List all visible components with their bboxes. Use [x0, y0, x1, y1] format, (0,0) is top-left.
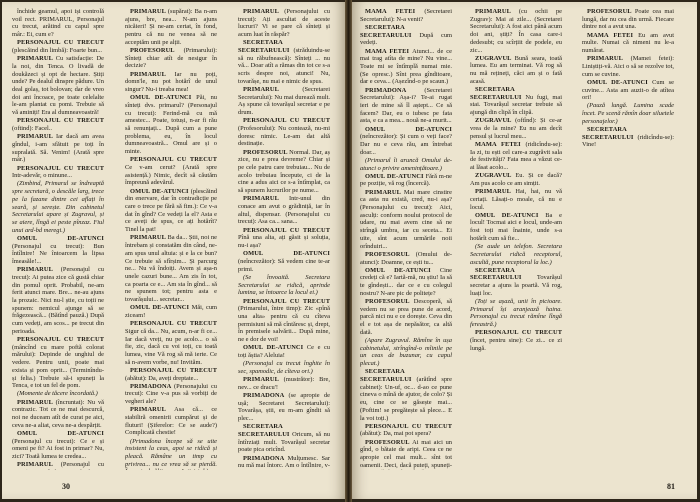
- left-column-1: [12, 8, 104, 470]
- dialogue-text: (oftînd): Și ce-ar vrea de la mine? Eu nu am decît pensul și lucrul meu...: [470, 117, 562, 140]
- dialogue-text: Atunci... de ce mai trag atîta de mine? Nu vine... Toate mi se întîmplă numai mie. (Se opresc.) Sînt prea gînditoare, dar e ceva... (Așezînd-o pe scaun.): [360, 47, 452, 86]
- dialogue-line: [238, 149, 330, 195]
- right-column-3: [582, 8, 674, 470]
- dialogue-line: [238, 195, 330, 226]
- dialogue-text: Oricum, să nu întîrziați mult. Tovarășul secretar poate pica oricînd.: [238, 430, 330, 454]
- speaker-name: MAMA FETEI: [365, 47, 413, 55]
- speaker-name: PERSONAJUL CU TRECUT: [17, 39, 104, 47]
- dialogue-line: [125, 383, 217, 406]
- dialogue-line: [125, 156, 217, 187]
- dialogue-line: [470, 329, 562, 352]
- dialogue-text: Cu satisfacție: De la noi, din Tenca. O livadă de doukăzeci și opt de hectare. Știți unde? Pe dealul dinspre pădure. Un deal golaș, tot bolovan; dar de vreo doi ani încoace, pe toate celelalte le-am plantat cu pomi. Trebuie să vă aminiți! Era al dumneavoastră!: [12, 55, 104, 117]
- stage-direction-text: (Zimbind, Primarul se îndreaptă spre secretară, o descăle larg, trece pe la fazane dintre cei aflați în seară, și serește. Din cabinetul Secretarului apare și Zugravul, și se aiere, lîngă ei peste pînzaz. Fiul unui ard-bd meregi.): [12, 180, 104, 234]
- speaker-name: PRIMADONA: [365, 86, 425, 94]
- speaker-name: PRIMARUL: [587, 55, 631, 63]
- dialogue-line: [238, 250, 330, 273]
- speaker-name: OMUL DE-ATUNCI: [587, 78, 653, 86]
- speaker-name: PERSONAJUL CU TRECUT: [17, 336, 104, 344]
- dialogue-text: După cum vedeți.: [360, 31, 452, 47]
- dialogue-text: (plescăind din enervare, dar în contradicție pe care o trece pe fără să fim.): Ce v-a dat în gînd? Ce vedeți la el? Asta e ce aveți de spus, ce ați hotărît? Tinel la pat!: [125, 187, 217, 234]
- stage-direction-text: (Pauză lungă. Lumina scade încet. Pe scenă rămîn doar siluetele personajelor.): [582, 102, 674, 125]
- speaker-name: PRIMARUL: [130, 234, 168, 242]
- dialogue-text: (Secretarei Secretarului): N-a venit?: [360, 8, 452, 23]
- stage-direction: [360, 157, 452, 172]
- speaker-name: PRIMARUL: [475, 188, 516, 196]
- speaker-name: PRIMARUL: [17, 55, 56, 63]
- dialogue-text: Tovarășul secretar a ajuns la poartă. Vă rog, luați loc.: [470, 274, 562, 297]
- speaker-name: OMUL DE-ATUNCI: [243, 344, 307, 352]
- book-gutter: [345, 0, 352, 502]
- dialogue-text: Pînă una alta, ați găsit și soluția, nu-i așa?: [238, 234, 330, 250]
- speaker-name: PRIMARUL: [130, 70, 175, 78]
- dialogue-line: [360, 267, 452, 298]
- dialogue-text: (ridicîndu-se): Ia zi, tu ești cel care-a zugrăvit sala de festivități? Fata mea a văzut ce-ai lăsat acolo...: [470, 140, 562, 172]
- stage-direction-text: (Primarul îi aruncă Omului de-atunci o privire amenințătoare.): [360, 156, 452, 172]
- dialogue-line: [125, 367, 217, 382]
- speaker-name: SECRETARA SECRETARULUI: [470, 86, 526, 101]
- dialogue-line: [582, 32, 674, 55]
- dialogue-line: [470, 141, 562, 172]
- speaker-name: OMUL DE-ATUNCI: [365, 266, 440, 274]
- dialogue-line: [238, 455, 330, 470]
- dialogue-line: [125, 47, 217, 70]
- dialogue-line: [470, 117, 562, 140]
- speaker-name: PRIMADONA: [243, 454, 288, 462]
- page-number-right: 81: [667, 482, 675, 491]
- dialogue-text: Cine credeți că e? Iartă-mă, nu știu! Ia să te gîndești... dar ce e cu colegul nostru? N-are pic de politețe?: [360, 266, 452, 297]
- dialogue-text: Ba da... Știi, noi ne întrebam și constatăm din când, ne-am spus unul altuia: și e la ce bun? Ce trebuie să sfîrșim... Și parcurg ne... Nu vă îndoiți. Avem și așa-n unele cazuri bune... Am zis în tot, ca poarta ce e... Am sta în gînd... să ne spunem tot; pentru asta e tovarășului... secretar...: [125, 234, 217, 304]
- dialogue-text: Eu. Și ce dacă? Am pus acolo ce am simțit.: [470, 172, 562, 187]
- dialogue-text: (Personajul cu: [60, 461, 104, 469]
- dialogue-text: (Mamei fetei): Liniștiți-vă. Aici o să se rezolve tot, cum se cuvine.: [582, 55, 674, 78]
- speaker-name: PRIMARUL: [130, 8, 168, 15]
- stage-direction-text: (Se învoaită. Secretara Secretarului se ridică, aprinde lumina, se întoarce la locul ei.): [238, 273, 330, 297]
- speaker-name: PRIMARUL: [17, 461, 61, 469]
- dialogue-text: Ba e locul! Tocmai aici e locul, unde-am fost toți mai înainte, unde s-a hotărît cum să fie...: [470, 211, 562, 242]
- speaker-name: PRIMARUL: [365, 188, 404, 196]
- speaker-name: OMUL DE-ATUNCI: [365, 172, 426, 180]
- dialogue-line: [125, 234, 217, 303]
- dialogue-line: [12, 8, 104, 39]
- dialogue-line: [238, 376, 330, 391]
- page-number-left: 30: [62, 482, 70, 491]
- left-page: [2, 2, 345, 499]
- dialogue-line: [12, 235, 104, 266]
- dialogue-text: Asa că... ce stabiliră omenirii cumpărut și de fluturi! (Șiferelor: Ce se aude?) Complicată chestie!: [125, 406, 217, 437]
- speaker-name: PRIMARUL: [243, 86, 303, 94]
- dialogue-text: (mustrător): Bre, nev... ce dracu'!: [238, 376, 330, 391]
- dialogue-text: (Primarului, între timp): Zic «pînă una alta» pentru că cu cîteva permisiuni să mă cîntăresc și, drept, în premisele salvării... După mine, ne e dor de voi!: [238, 305, 330, 344]
- dialogue-line: [12, 55, 104, 117]
- dialogue-text: (Secretarei Secretarului): Nu mai durează mult. Aș spune că tovarășul secretar e pe drum.: [238, 86, 330, 117]
- dialogue-text: Mai mare cinstire ca asta nu există, cred, nu-i așa? (Personajului cu trecut): Aici, asculți: conform noului protocol de udare, nu mai avem cine să ne strîngă umbra, iar cu seceta... Ei uite, sînt acum urmările noii orînduiri...: [360, 188, 452, 250]
- dialogue-text: Bună seara, toată lumea. Eu am terminat. Vă rog să nu mă rețineți, căci am și o fată acasă.: [470, 54, 562, 85]
- stage-direction-text: (Personajul cu trecut înghite în sec, spamodic, de cîteva ori.): [238, 360, 330, 375]
- right-page: [352, 2, 697, 499]
- dialogue-text: Intr-unul din conace am avut o grădiniță, iar în altul, dispensar. (Personajului cu trecut): Asa ca... sana...: [238, 195, 330, 226]
- left-column-3: [238, 8, 330, 470]
- dialogue-text: (plescăind din limbă): Foarte bun...: [12, 47, 102, 55]
- dialogue-text: (arătînd spre cabinet): Un-uf, oc... d-ao ce pune cineva o mînă de ajutor, de colo? Și eu, cine ce se găsește mai... (Poftim! se pregătește să plece... E la voi toți.): [360, 376, 452, 422]
- dialogue-line: [582, 79, 674, 102]
- dialogue-text: (Secretarei Secretarului): Așa-i? Te-ai rugat ieri de mine să îl aștept... Ce să facem? Dar, eu o iubesc pe fata asta, e ca a mea... nouă ne-a murit...: [360, 86, 452, 125]
- dialogue-line: [360, 48, 452, 87]
- speaker-name: MAMA FETEI: [587, 31, 639, 39]
- dialogue-line: [470, 8, 562, 54]
- speaker-name: MAMA FETEI: [475, 140, 526, 148]
- dialogue-text: Măi, cum ziceam!: [125, 304, 217, 319]
- dialogue-line: [470, 267, 562, 298]
- dialogue-line: [125, 304, 217, 319]
- dialogue-text: Păi, nu sînteți dvs. primarul? (Personajul cu trecut): Ferind-mă cu mă amestec... Poate, totuși, n-ar fi rău să renunțați... După cum a pune problema, eu, în locul dumneavoastră... Omul are și o minte.: [125, 94, 217, 156]
- speaker-name: OMUL DE-ATUNCI: [365, 125, 452, 133]
- speaker-name: PROFESORUL: [243, 148, 290, 156]
- speaker-name: PERSONAJUL CU TRECUT: [17, 117, 104, 125]
- dialogue-text: Hai, hai, nu vă certați. Lăsați-o moale, că nu e locul.: [470, 188, 562, 211]
- speaker-name: ZUGRAVUL: [475, 54, 515, 62]
- speaker-name: SECRETARA SECRETARULUI: [238, 39, 294, 55]
- speaker-name: PERSONAJUL CU TRECUT: [243, 297, 330, 305]
- dialogue-line: [125, 71, 217, 94]
- speaker-name: PERSONAJUL CU TRECUT: [130, 366, 217, 374]
- speaker-name: PERSONAJUL CU TRECUT: [365, 422, 452, 430]
- dialogue-text: (Personajului cu trecut): Ați ascultat de aceste lucruri? Vi se pare că sînteți și acum luat în răspăr?: [238, 8, 330, 39]
- dialogue-text: Mulțumesc. Sar nu mă mai întorc. Am o întîlnire, v-: [238, 454, 330, 470]
- dialogue-line: [125, 320, 217, 366]
- speaker-name: OMUL DE-ATUNCI: [243, 250, 330, 258]
- speaker-name: OMUL DE-ATUNCI: [130, 304, 192, 312]
- dialogue-line: [582, 126, 674, 149]
- dialogue-line: [360, 298, 452, 337]
- dialogue-line: [12, 266, 104, 335]
- dialogue-text: (Personajului cu trecut): Cine v-a pus să vorbiți de vegheri ale?: [125, 382, 217, 406]
- stage-direction-text: (Momente de tăcere încordată.): [17, 390, 98, 398]
- dialogue-text: Iar dacă am avea gîndul, i-am sfătuit pe toți în supralată. Să. Venim! (Arată spre mâr.): [12, 133, 104, 164]
- dialogue-text: (ridicîndu-se): Vine!: [582, 133, 674, 149]
- speaker-name: PROFESORUL: [130, 47, 184, 55]
- dialogue-line: [125, 94, 217, 156]
- dialogue-line: [360, 8, 452, 23]
- speaker-name: PRIMARUL: [243, 376, 284, 384]
- dialogue-text: (neîncrezător): Și cum o veți face? Dar nu e ceva rău, am întrebat doar...: [360, 133, 452, 156]
- dialogue-line: [12, 399, 104, 430]
- speaker-name: SECRETARA SECRETARULUI: [360, 23, 420, 39]
- dialogue-text: (abătut): Da, mai pot spera?: [360, 430, 432, 438]
- dialogue-line: [470, 188, 562, 211]
- dialogue-line: [360, 439, 452, 470]
- speaker-name: PROFESORUL: [365, 298, 414, 306]
- dialogue-text: (încet, pentru sine): Ce zi... ce zi lungă.: [470, 337, 562, 352]
- dialogue-text: (se apropie de ușă; Secretarei Secretarului): Tovarășa, știi, eu m-am gîndit să plec...: [238, 391, 330, 423]
- speaker-name: PERSONAJUL CU TRECUT: [475, 329, 562, 337]
- dialogue-text: Cum se cuvine... Asta am auzit-o de atîtea ori!: [582, 78, 674, 102]
- dialogue-line: [12, 336, 104, 390]
- dialogue-line: [125, 188, 217, 234]
- speaker-name: PRIMARUL: [17, 266, 61, 274]
- dialogue-line: [238, 8, 330, 39]
- dialogue-line: [360, 423, 452, 438]
- dialogue-text: (Primarului): Sînteți chiar atît de nesigur în decizie?: [125, 47, 217, 70]
- speaker-name: PROFESORUL: [587, 8, 635, 15]
- stage-direction: [12, 390, 104, 398]
- speaker-name: SECRETARA SECRETARULUI: [582, 126, 638, 141]
- dialogue-text: Nu fugi, mai stai. Tovarășul secretar trebuie să ajungă din clipă în clipă.: [470, 93, 562, 117]
- dialogue-line: [582, 55, 674, 78]
- dialogue-text: (Profesorului): Nu contează, nu-mi doresc nimic. Le-am dat altă destinație.: [238, 125, 330, 148]
- speaker-name: OMUL DE-ATUNCI: [130, 187, 191, 195]
- stage-direction: [125, 438, 217, 470]
- stage-direction-text: (Primadona începe să se uite insistent la ceas, apoi se ridică și pleacă. Rămâne un timp cu privirea... nu ce vrea să se pierdă.: [125, 437, 217, 468]
- dialogue-text: (Omului de-atunci): Doamne, ce ești tu...: [360, 250, 452, 266]
- dialogue-line: [360, 173, 452, 188]
- dialogue-line: [125, 406, 217, 437]
- speaker-name: OMUL DE-ATUNCI: [17, 429, 104, 437]
- stage-direction: [582, 102, 674, 125]
- speaker-name: PERSONAJUL CU TRECUT: [243, 226, 330, 234]
- speaker-name: PERSONAJUL CU TRECUT: [243, 117, 330, 125]
- dialogue-line: [360, 126, 452, 157]
- dialogue-text: Intr-adevăr, o minune...: [12, 172, 72, 180]
- dialogue-text: (străduindu-se să nu răbufnească): Sînteți ... nu vă... Doar atît a rămas din tot ce s-a scris despre noi, atunci! Nu, tovarășe, nu mai e nimic de spus.: [238, 47, 330, 85]
- dialogue-text: Iar nu poți, domn'le, nu pot hotărî de unul singur? Nu-i treaba mea!: [125, 70, 217, 94]
- speaker-name: OMUL DE-ATUNCI: [130, 94, 197, 102]
- dialogue-text: (mâncînd cu mare poftă colorat mărului): Depinde de unghiul de vedere. Pentru unii, poate mai exista și pom oprit... (Terminîndu-și felia.) Trebuie să-i spuneți la Tenca, e tot un fel de pom.: [12, 343, 104, 390]
- dialogue-line: [238, 227, 330, 250]
- dialogue-line: [238, 39, 330, 85]
- stage-direction: [360, 337, 452, 368]
- dialogue-line: [360, 368, 452, 422]
- dialogue-line: [360, 189, 452, 251]
- dialogue-text: (abătut): Da, aveți dreptate...: [125, 374, 199, 382]
- left-column-2: [125, 8, 217, 470]
- dialogue-line: [470, 55, 562, 86]
- speaker-name: PRIMARUL: [17, 398, 56, 406]
- dialogue-line: [470, 86, 562, 117]
- dialogue-text: Ai mai aici un gînd, o bătaie de aripi. Ceea ce ne apropie cel mai mult... sînt tot oamenii. Deci, dacă puteți, spuneți-: [360, 438, 452, 469]
- speaker-name: SECRETARA SECRETARULUI: [238, 423, 293, 438]
- speaker-name: PROFESORUL: [365, 438, 413, 446]
- speaker-name: ZUGRAVUL: [475, 172, 516, 180]
- dialogue-line: [238, 423, 330, 454]
- stage-direction-text: (Apare Zugravul. Rămîne în ușa cabinetului, strîngînd-o mîinile pe un ceas de buzunar, cu capul plecat.): [360, 337, 452, 368]
- dialogue-line: [12, 133, 104, 164]
- speaker-name: PRIMADONA: [243, 391, 289, 399]
- dialogue-text: Descoperă, să vedem nu se prea pune de acord, parcă nici nu e ce dorește. Ceva din el e tot așa de nepăsător, ca altă dată.: [360, 298, 452, 336]
- dialogue-text: (Personajul cu trecut): Ce e și omeni pe fi? Ai fost in primar? Nu, zici? Toată lumea te credea...: [12, 437, 104, 461]
- dialogue-line: [12, 461, 104, 470]
- dialogue-line: [238, 298, 330, 344]
- speaker-name: PRIMARUL: [243, 195, 289, 203]
- speaker-name: PROFESORUL: [365, 250, 416, 258]
- dialogue-line: [238, 86, 330, 117]
- dialogue-text: (încruntat): Nu vă contrazic. Tot ce ne mai descurcă, noi ne duceam atît de curat pe aici, ceva ne-a aliat, ceva ne-a despărțit.: [12, 398, 104, 429]
- dialogue-text: (oftind): Facel..: [12, 125, 52, 133]
- speaker-name: PERSONAJUL CU TRECUT: [130, 320, 217, 328]
- dialogue-line: [582, 8, 674, 31]
- dialogue-text: Eu am avut multe. Numai că nimeni nu le-a numărat.: [582, 31, 674, 55]
- speaker-name: MAMA FETEI: [365, 8, 425, 15]
- dialogue-line: [238, 117, 330, 148]
- dialogue-line: [360, 24, 452, 47]
- speaker-name: PRIMARUL: [17, 133, 56, 141]
- speaker-name: PRIMADONA: [130, 382, 174, 390]
- dialogue-line: [125, 8, 217, 47]
- speaker-name: SECRETARA SECRETARULUI: [470, 266, 537, 282]
- speaker-name: OMUL DE-ATUNCI: [475, 211, 546, 219]
- dialogue-line: [360, 251, 452, 266]
- dialogue-line: [12, 117, 104, 132]
- dialogue-line: [12, 39, 104, 54]
- speaker-name: ZUGRAVUL: [475, 117, 516, 125]
- dialogue-text: Ce e cu toți ăștia? Aleluia!: [238, 344, 330, 359]
- dialogue-text: închide geamul, apoi iși controlă voil rect. PRIMARUL, Personajul cu trecut, arătind cu capul spre mâr.: Ei, cum e?: [12, 8, 104, 39]
- speaker-name: OMUL DE-ATUNCI: [17, 234, 104, 242]
- dialogue-text: (supărat): Ba n-am ajuns, bre, nea... N-am ajuns nicăieri! Și ne-am certat, în fond, pentru că nu ne venea să ne acceptăm unii pe alții.: [125, 8, 217, 46]
- stage-direction: [238, 274, 330, 297]
- stage-direction: [12, 180, 104, 234]
- dialogue-text: Fără m-ne pe poziție, vă rog (încercă).: [360, 172, 452, 188]
- stage-direction-text: (Se aude un telefon. Secretara Secretarului ridică receptorul, ascultă, pune receptorul la loc.): [470, 243, 562, 266]
- dialogue-text: (Personajul cu trecut): Bun întîlnire! Ne întoarcem la lipsa îmeasăle!...: [12, 242, 104, 265]
- speaker-name: PERSONAJUL CU TRECUT: [17, 164, 104, 172]
- stage-direction: [470, 298, 562, 329]
- speaker-name: PRIMARUL: [130, 406, 175, 414]
- dialogue-line: [470, 172, 562, 187]
- dialogue-text: (Personajul cu trecut): Ai putea zice că gustă chiar din pomul oprit. Probabil, ne-am ferit atunci mare. Bre... ne-au ajuns la prozaic. Nici nu-l știe, cu toții ne spunem: nemicul ajunge să se frăgezească... (Bătînd pauză.) După cum vedeți, am scos... pe trecut din perioada.: [12, 266, 104, 335]
- dialogue-line: [12, 165, 104, 180]
- speaker-name: SECRETARA SECRETARULUI: [360, 368, 417, 384]
- stage-direction-text: (Toți se așază, unii în picioare. Primarul își aranjează haina. Personajul cu trecut rămîne lîngă fereastră.): [470, 298, 562, 329]
- right-column-1: [360, 8, 452, 470]
- stage-direction: [470, 243, 562, 266]
- dialogue-text: Poate cea mai lungă, dar nu cea din urmă. Fiecare dintre noi a avut una.: [582, 8, 674, 31]
- dialogue-text: Ce v-am cerut? (Arată spre asistență.) Nimic, decît să căutăm împreună adevărul.: [125, 164, 217, 187]
- dialogue-text: (cu ochii pe Zugrav): Mai ai zile... (Secretarei Secretarului): A fost aici până acum doi ani, știți? În casa care-i dedesubt; cu scîrțiit de podele, eu zic...: [470, 8, 562, 54]
- dialogue-line: [360, 87, 452, 126]
- dialogue-line: [238, 392, 330, 423]
- dialogue-text: (neîncrezător): Să vedem cine te-ar primi.: [238, 258, 330, 273]
- dialogue-line: [238, 344, 330, 359]
- speaker-name: PRIMARUL: [475, 8, 519, 15]
- dialogue-text: Normal. Dar, aș zice, nu e prea devreme? Chiar și pe cele patru care trebuiau... Nu de acolo trebuiau începute, ci de la cine a adus aici ce s-a întîmplat, ca să spunem lucrurilor pe nume...: [238, 148, 330, 195]
- speaker-name: PRIMARUL: [243, 8, 285, 15]
- dialogue-line: [470, 212, 562, 243]
- dialogue-line: [12, 430, 104, 461]
- stage-direction: [238, 360, 330, 375]
- dialogue-text: Sigur că da... Nu, acum, n-ar fi ce... Iar dacă vreți, nu pe acolo... o să fie, zic, dacă cu voi toți, cu toată lumea, vine Vă rog să mă ierte. Ce să n-avem vorbe, nu! Invităm.: [125, 327, 217, 366]
- right-column-2: [470, 8, 562, 470]
- speaker-name: PERSONAJUL CU TRECUT: [130, 156, 217, 164]
